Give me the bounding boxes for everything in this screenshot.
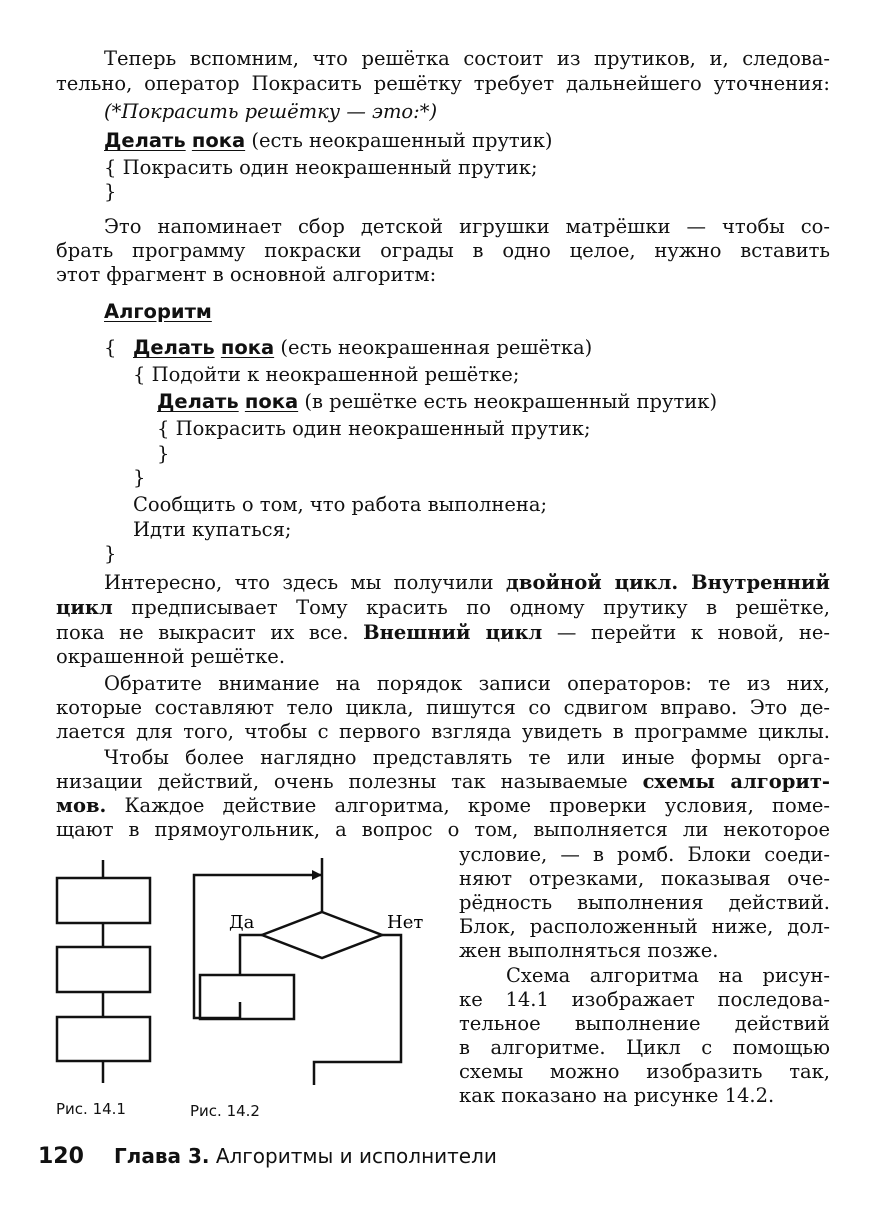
paragraph-line: Теперь вспомним, что решётка состоит из прутиков, и, следова- [104, 47, 830, 70]
paragraph-line: Блок, расположенный ниже, дол- [459, 915, 830, 938]
paragraph-line: пока не выкрасит их все. Внешний цикл — перейти к новой, не- [56, 621, 830, 644]
paragraph-line: схемы можно изобразить так, [459, 1060, 830, 1083]
keyword-while: пока [191, 129, 246, 152]
algo-open-brace: { [104, 336, 117, 359]
keyword-while: пока [244, 390, 299, 413]
figure-caption: Рис. 14.2 [190, 1102, 260, 1120]
process-block [57, 947, 150, 992]
paragraph-line: лается для того, чтобы с первого взгляда увидеть в программе циклы. [56, 720, 830, 743]
algorithm-title: Алгоритм [104, 300, 212, 323]
algo-line: { Подойти к неокрашенной решётке; [133, 363, 520, 386]
paragraph-line: как показано на рисунке 14.2. [459, 1084, 775, 1107]
algo-line: Сообщить о том, что работа выполнена; [133, 493, 548, 516]
figure-14-1-sequence [57, 860, 150, 1083]
keyword-do: Делать [157, 390, 239, 413]
process-block [57, 878, 150, 923]
paragraph-line: Это напоминает сбор детской игрушки матрёшки — чтобы со- [104, 215, 830, 238]
code-condition: (есть неокрашенный прутик) [251, 129, 553, 152]
paragraph-line: мов. Каждое действие алгоритма, кроме проверки условия, поме- [56, 794, 830, 817]
paragraph-line: рёдность выполнения действий. [459, 891, 830, 914]
keyword-while: пока [220, 336, 275, 359]
chapter-label: Глава 3. [113, 1144, 210, 1168]
paragraph-line: Интересно, что здесь мы получили двойной цикл. Внутренний [104, 571, 830, 594]
code-close-brace: } [104, 180, 117, 203]
paragraph-line: этот фрагмент в основной алгоритм: [56, 263, 437, 286]
paragraph-line: щают в прямоугольник, а вопрос о том, выполняется ли некоторое [56, 818, 830, 841]
arrow-head [312, 870, 322, 880]
figure-caption: Рис. 14.1 [56, 1100, 126, 1118]
page-footer [38, 1144, 497, 1169]
process-block [57, 1017, 150, 1061]
keyword-do: Делать [133, 336, 215, 359]
paragraph-line: тельное выполнение действий [459, 1012, 830, 1035]
paragraph-line: тельно, оператор Покрасить решётку требует дальнейшего уточнения: [56, 72, 830, 95]
paragraph-line: в алгоритме. Цикл с помощью [459, 1036, 830, 1059]
paragraph-line: ке 14.1 изображает последова- [459, 988, 830, 1011]
process-block [200, 975, 294, 1019]
yes-label: Да [229, 912, 255, 933]
paragraph-line: окрашенной решётке. [56, 645, 286, 668]
chapter-title: Алгоритмы и исполнители [215, 1144, 497, 1168]
paragraph-line: няют отрезками, показывая оче- [459, 867, 830, 890]
keyword-do: Делать [104, 129, 186, 152]
paragraph-line: которые составляют тело цикла, пишутся со сдвигом вправо. Это де- [56, 696, 830, 719]
code-body-line: { Покрасить один неокрашенный прутик; [104, 156, 538, 179]
paragraph-line: брать программу покраски ограды в одно целое, нужно вставить [56, 239, 830, 262]
inner-condition: (в решётке есть неокрашенный прутик) [304, 390, 718, 413]
algo-line: Идти купаться; [133, 518, 292, 541]
paragraph-line: жен выполняться позже. [459, 939, 719, 962]
paragraph-line: Обратите внимание на порядок записи операторов: те из них, [104, 672, 830, 695]
paragraph-line: низации действий, очень полезны так называемые схемы алгорит- [56, 770, 830, 793]
outer-condition: (есть неокрашенная решётка) [280, 336, 593, 359]
page-number: 120 [38, 1144, 84, 1169]
figure-14-2-loop [194, 858, 401, 1085]
paragraph-line: цикл предписывает Тому красить по одному прутику в решётке, [56, 596, 830, 619]
algo-close-main: } [104, 542, 117, 565]
paragraph-line: Чтобы более наглядно представлять те или иные формы орга- [104, 746, 830, 769]
algo-close-outer: } [133, 466, 146, 489]
paragraph-line: условие, — в ромб. Блоки соеди- [459, 843, 830, 866]
decision-diamond [262, 912, 382, 958]
algo-close-inner: } [157, 442, 170, 465]
paragraph-line: Схема алгоритма на рисун- [506, 964, 830, 987]
code-comment: (*Покрасить решётку — это:*) [104, 100, 438, 123]
no-label: Нет [387, 912, 424, 933]
algo-line: { Покрасить один неокрашенный прутик; [157, 417, 591, 440]
